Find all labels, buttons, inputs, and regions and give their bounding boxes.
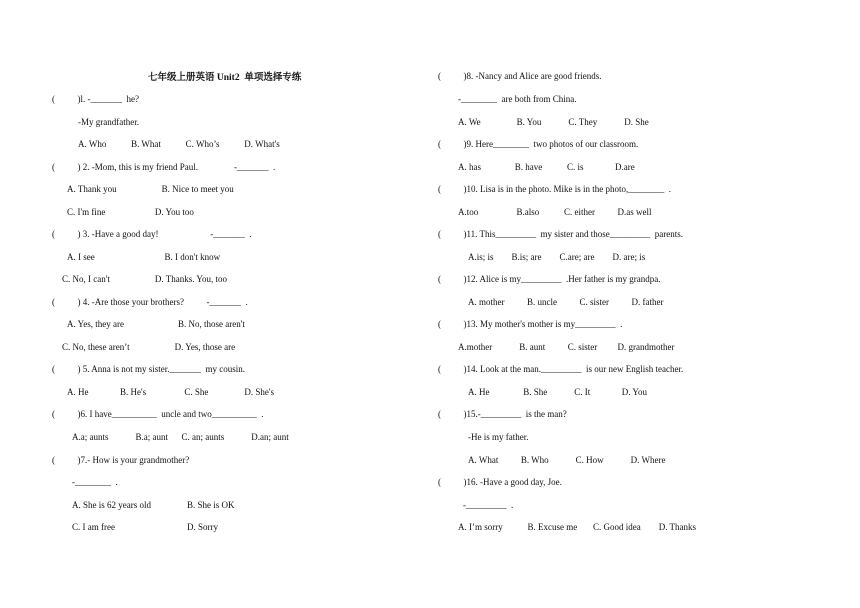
question-12-stem: ( )12. Alice is my_________ .Her father is my grandpa. (438, 274, 661, 284)
question-8-reply: -________ are both from China. (458, 94, 577, 104)
page-title: 七年级上册英语 Unit2 单项选择专练 (148, 73, 302, 83)
question-3-options-ab: A. I see B. I don't know (67, 252, 221, 262)
question-7-options-ab: A. She is 62 years old B. She is OK (72, 500, 235, 510)
question-1-stem: ( )l. -_______ he? (52, 94, 139, 104)
question-14-stem: ( )14. Look at the man._________ is our new English teacher. (438, 364, 684, 374)
question-7-reply: -________ . (72, 477, 118, 487)
question-7-options-cd: C. I am free D. Sorry (72, 522, 218, 532)
question-10-stem: ( )10. Lisa is in the photo. Mike is in the photo,________ . (438, 184, 671, 194)
question-15-stem: ( )15.-_________ is the man? (438, 409, 567, 419)
question-4-options-ab: A. Yes, they are B. No, those aren't (67, 319, 245, 329)
question-1-options: A. Who B. What C. Who’s D. What's (78, 139, 280, 149)
question-8-stem: ( )8. -Nancy and Alice are good friends. (438, 71, 602, 81)
question-16-stem: ( )16. -Have a good day, Joe. (438, 477, 562, 487)
question-4-options-cd: C. No, these aren’t D. Yes, those are (62, 342, 236, 352)
question-8-options: A. We B. You C. They D. She (458, 117, 649, 127)
question-12-options: A. mother B. uncle C. sister D. father (468, 297, 664, 307)
question-13-options: A.mother B. aunt C. sister D. grandmother (458, 342, 675, 352)
question-11-options: A.is; is B.is; are C.are; are D. are; is (468, 252, 646, 262)
question-2-options-ab: A. Thank you B. Nice to meet you (67, 184, 234, 194)
question-14-options: A. He B. She C. It D. You (468, 387, 648, 397)
question-5-stem: ( ) 5. Anna is not my sister._______ my cousin. (52, 364, 245, 374)
question-15-options: A. What B. Who C. How D. Where (468, 455, 666, 465)
question-6-stem: ( )6. I have__________ uncle and two__________ . (52, 409, 264, 419)
question-15-reply: -He is my father. (468, 432, 529, 442)
question-10-options: A.too B.also C. either D.as well (458, 207, 652, 217)
question-3-stem: ( ) 3. -Have a good day! -_______ . (52, 229, 252, 239)
question-13-stem: ( )13. My mother's mother is my_________ . (438, 319, 623, 329)
question-5-options: A. He B. He's C. She D. She's (67, 387, 274, 397)
question-3-options-cd: C. No, I can't D. Thanks. You, too (62, 274, 227, 284)
question-9-stem: ( )9. Here________ two photos of our classroom. (438, 139, 639, 149)
question-16-options: A. I’m sorry B. Excuse me C. Good idea D. Thanks (458, 522, 697, 532)
question-11-stem: ( )11. This_________ my sister and those_________ parents. (438, 229, 683, 239)
question-7-stem: ( )7.- How is your grandmother? (52, 455, 190, 465)
question-2-stem: ( ) 2. -Mom, this is my friend Paul. -_______ . (52, 162, 276, 172)
question-6-options: A.a; aunts B.a; aunt C. an; aunts D.an; aunt (72, 432, 289, 442)
question-16-reply: -_________ . (463, 500, 514, 510)
question-2-options-cd: C. I'm fine D. You too (67, 207, 194, 217)
question-9-options: A. has B. have C. is D.are (458, 162, 635, 172)
question-4-stem: ( ) 4. -Are those your brothers? -_______ . (52, 297, 248, 307)
question-1-reply: -My grandfather. (78, 117, 139, 127)
